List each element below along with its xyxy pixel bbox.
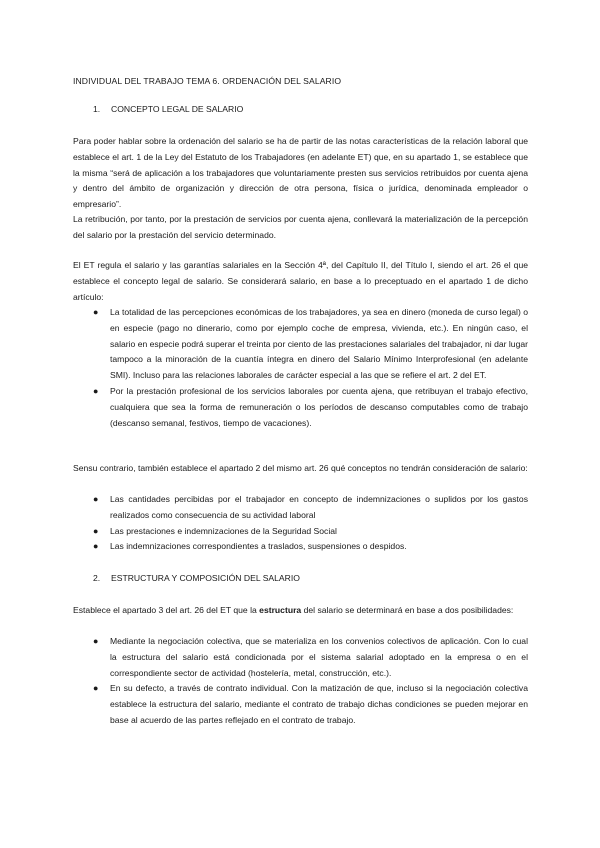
list-item — [93, 305, 528, 384]
list-item — [93, 539, 528, 555]
section-2-title: ESTRUCTURA Y COMPOSICIÓN DEL SALARIO — [111, 573, 300, 583]
bullet-icon: ● — [93, 307, 99, 317]
list-item — [93, 681, 528, 728]
section-1-paragraph-3: El ET regula el salario y las garantías salariales en la Sección 4ª, del Capítulo II, del Título I, siendo el art. 26 el que establece el concepto legal de salario. Se considerará salario, en base a lo preceptuado en el apartado 1 de dicho artículo: — [73, 260, 528, 302]
section-2-number: 2. — [93, 573, 101, 583]
section-1-heading — [93, 104, 243, 114]
document-title: INDIVIDUAL DEL TRABAJO TEMA 6. ORDENACIÓN DEL SALARIO — [73, 76, 342, 86]
section-1-title: CONCEPTO LEGAL DE SALARIO — [111, 104, 244, 114]
list-item — [93, 492, 528, 524]
bullet-icon: ● — [93, 636, 99, 646]
bullet-icon: ● — [93, 525, 99, 536]
bullet-icon: ● — [93, 541, 99, 552]
section-1-number: 1. — [93, 104, 101, 114]
list-item-text: Por la prestación profesional de los servicios laborales por cuenta ajena, que retribuyan el trabajo efectivo, cualquiera que sea la forma de remuneración o los períodos de descanso computables como de trabajo (descanso semanal, festivos, tiempo de vacaciones). — [110, 385, 528, 428]
list-item-text: Mediante la negociación colectiva, que se materializa en los convenios colectivos de aplicación. Con lo cual la estructura del salario está condicionada por el sistema salarial adoptado en la empresa o en el correspondiente sector de actividad (hostelería, metal, construcción, etc.). — [110, 636, 528, 678]
list-item — [93, 384, 528, 431]
section-1-paragraph-2: La retribución, por tanto, por la prestación de servicios por cuenta ajena, conllevará la materialización de la percepción del salario por la prestación del servicio determinado. — [73, 214, 528, 240]
emphasis-structure: estructura — [259, 605, 302, 615]
bullet-icon: ● — [93, 494, 99, 504]
paragraph-text-end: del salario se determinará en base a dos posibilidades: — [301, 605, 514, 615]
bullet-icon: ● — [93, 683, 99, 694]
non-salary-concepts-list — [93, 492, 528, 555]
salary-structure-list — [93, 634, 528, 729]
list-item-text: Las cantidades percibidas por el trabajador en concepto de indemnizaciones o suplidos por los gastos realizados como consecuencia de su actividad laboral — [110, 494, 528, 520]
paragraph-text-start: Establece el apartado 3 del art. 26 del ET que la — [73, 605, 260, 615]
section-1-paragraph-4: Sensu contrario, también establece el apartado 2 del mismo art. 26 qué conceptos no tendrán consideración de salario: — [73, 463, 528, 473]
list-item-text: Las prestaciones e indemnizaciones de la Seguridad Social — [110, 525, 337, 536]
list-item — [93, 634, 528, 681]
salary-concepts-list — [93, 305, 528, 431]
section-2-heading — [93, 573, 300, 583]
list-item — [93, 524, 528, 540]
list-item-text: Las indemnizaciones correspondientes a traslados, suspensiones o despidos. — [110, 541, 407, 552]
bullet-icon: ● — [93, 385, 99, 396]
list-item-text: En su defecto, a través de contrato individual. Con la matización de que, incluso si la negociación colectiva establece la estructura del salario, mediante el contrato de trabajo dichas condiciones se pueden mejorar en base al acuerdo de las partes reflejado en el contrato de trabajo. — [110, 683, 528, 725]
list-item-text: La totalidad de las percepciones económicas de los trabajadores, ya sea en dinero (moneda de curso legal) o en especie (pago no dinerario, como por ejemplo coche de empresa, vivienda, etc.). En ningún caso, el salario en especie podrá superar el treinta por ciento de las prestaciones salariales del trabajador, ni dar lugar tampoco a la minoración de la cuantía íntegra en dinero del Salario Mínimo Interprofesional (en adelante SMI). Incluso para las relaciones laborales de carácter especial a las que se refiere el art. 2 del ET. — [110, 307, 528, 381]
section-1-paragraph-1: Para poder hablar sobre la ordenación del salario se ha de partir de las notas características de la relación laboral que establece el art. 1 de la Ley del Estatuto de los Trabajadores (en adelante ET) que, en su apartado 1, se establece que la misma “será de aplicación a los trabajadores que voluntariamente presten sus servicios retribuidos por cuenta ajena y dentro del ámbito de organización y dirección de otra persona, física o jurídica, denominada empleador o empresario”. — [73, 136, 528, 210]
section-2-paragraph-1 — [73, 603, 528, 619]
